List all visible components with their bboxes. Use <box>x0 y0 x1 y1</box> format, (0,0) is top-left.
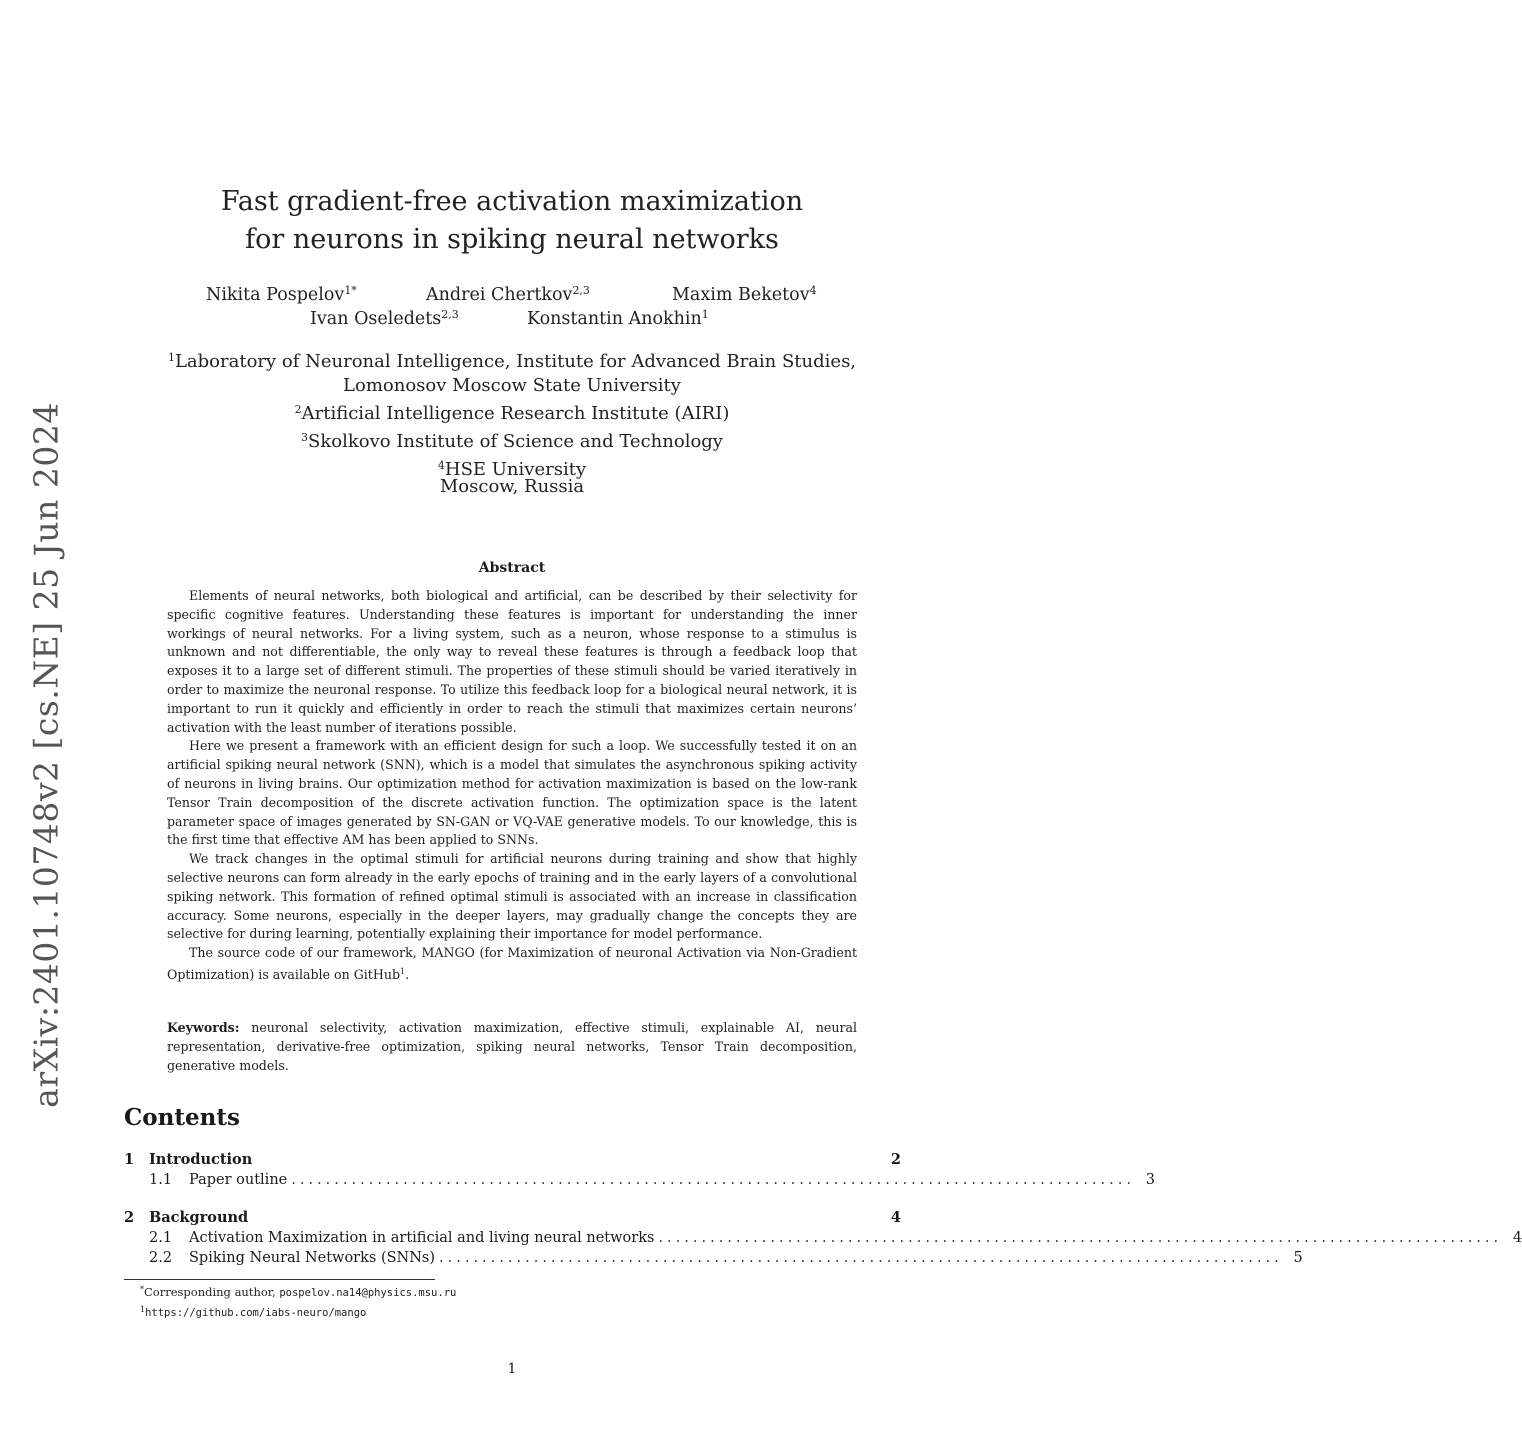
page-number: 1 <box>507 1361 517 1377</box>
paper-title <box>0 183 1024 259</box>
footnote-mark: * <box>140 1285 144 1294</box>
affiliation-text: Skolkovo Institute of Science and Technology <box>308 431 723 452</box>
affiliation <box>0 374 1024 398</box>
toc-number: 2 <box>124 1209 135 1226</box>
footnote-rule <box>124 1279 435 1280</box>
toc-entry[interactable] <box>124 1151 901 1171</box>
author-affil-mark: 2,3 <box>441 308 459 321</box>
footnote-text: Corresponding author, <box>144 1285 280 1299</box>
affiliation <box>0 426 1024 454</box>
author-name: Nikita Pospelov <box>206 285 345 305</box>
footnote-github <box>140 1305 366 1319</box>
abstract-paragraph-end: . <box>405 966 410 982</box>
author-4 <box>310 308 459 329</box>
author-affil-mark: 1* <box>344 284 357 297</box>
toc-title[interactable]: Background <box>149 1209 249 1226</box>
toc-number: 2.2 <box>149 1250 173 1266</box>
toc-page[interactable]: 5 <box>1293 1250 1303 1266</box>
author-affil-mark: 2,3 <box>572 284 590 297</box>
title-line-1: Fast gradient-free activation maximization <box>220 186 804 217</box>
toc-entry[interactable] <box>124 1250 1303 1270</box>
author-name: Maxim Beketov <box>672 285 810 305</box>
toc-entry[interactable] <box>124 1209 901 1229</box>
title-line-2: for neurons in spiking neural networks <box>245 224 779 255</box>
abstract-paragraph: We track changes in the optimal stimuli for artificial neurons during training and show that highly selective neurons can form already in the early epochs of training and in the early layers of a convolutional spiking network. This formation of refined optimal stimuli is associated with an increase in classification accuracy. Some neurons, especially in the deeper layers, may gradually change the concepts they are selective for during learning, potentially explaining their importance for model performance. <box>167 851 857 942</box>
keywords <box>167 1019 857 1075</box>
author-affil-mark: 4 <box>809 284 817 297</box>
footnote-corresponding <box>140 1285 456 1299</box>
footnote-mark: 1 <box>140 1305 146 1314</box>
toc-page[interactable]: 4 <box>890 1209 901 1226</box>
email-link[interactable]: pospelov.na14@physics.msu.ru <box>279 1287 457 1299</box>
author-2 <box>426 284 590 305</box>
keywords-label: Keywords: <box>167 1020 240 1035</box>
toc-title[interactable]: Paper outline <box>189 1172 288 1188</box>
toc-entry[interactable] <box>124 1230 1522 1250</box>
abstract-heading: Abstract <box>478 560 546 576</box>
footnote-ref[interactable]: 1 <box>400 966 406 976</box>
author-1 <box>206 284 357 305</box>
toc-title[interactable]: Spiking Neural Networks (SNNs) <box>189 1250 436 1266</box>
toc-leader: .................................................................................................. <box>658 1230 1503 1246</box>
author-name: Konstantin Anokhin <box>527 309 702 329</box>
abstract-paragraph <box>167 944 857 985</box>
abstract-paragraph: Here we present a framework with an efficient design for such a loop. We successfully tested it on an artificial spiking neural network (SNN), which is a model that simulates the asynchronous spiking activity of neurons in living brains. Our optimization method for activation maximization is based on the low-rank Tensor Train decomposition of the discrete activation function. The optimization space is the latent parameter space of images generated by SN-GAN or VQ-VAE generative models. To our knowledge, this is the first time that effective AM has been applied to SNNs. <box>167 738 857 848</box>
abstract-paragraph: Elements of neural networks, both biological and artificial, can be described by their selectivity for specific cognitive features. Understanding these features is important for understanding the inner workings of neural networks. For a living system, such as a neuron, whose response to a stimulus is unknown and not differentiable, the only way to reveal these features is through a feedback loop that exposes it to a large set of different stimuli. The properties of these stimuli should be varied iteratively in order to maximize the neuronal response. To utilize this feedback loop for a biological neural network, it is important to run it quickly and efficiently in order to reach the stimuli that maximizes certain neurons’ activation with the least number of iterations possible. <box>167 588 857 735</box>
toc-leader: .................................................................................................. <box>291 1172 1135 1188</box>
toc-leader: .................................................................................................. <box>439 1250 1283 1266</box>
author-name: Andrei Chertkov <box>426 285 573 305</box>
affiliation-mark: 2 <box>294 403 302 416</box>
location: Moscow, Russia <box>439 476 585 497</box>
toc-title[interactable]: Activation Maximization in artificial and living neural networks <box>189 1230 655 1246</box>
affiliation <box>0 346 1024 374</box>
author-3 <box>672 284 817 305</box>
author-5 <box>527 308 709 329</box>
author-name: Ivan Oseledets <box>310 309 442 329</box>
affiliation-text: Lomonosov Moscow State University <box>343 375 681 396</box>
github-link[interactable]: https://github.com/iabs-neuro/mango <box>145 1307 367 1319</box>
toc-page[interactable]: 4 <box>1512 1230 1522 1246</box>
contents-heading: Contents <box>124 1104 240 1131</box>
toc-title[interactable]: Introduction <box>149 1151 253 1168</box>
author-affil-mark: 1 <box>701 308 709 321</box>
keywords-text: neuronal selectivity, activation maximization, effective stimuli, explainable AI, neural representation, derivative-free optimization, spiking neural networks, Tensor Train decomposition, generative models. <box>167 1020 857 1073</box>
toc-number: 2.1 <box>149 1230 173 1246</box>
affiliation-mark: 4 <box>437 459 445 472</box>
affiliation <box>0 398 1024 426</box>
affiliation-mark: 3 <box>301 431 308 444</box>
affiliation-text: HSE University <box>444 459 587 480</box>
toc-page[interactable]: 3 <box>1145 1172 1155 1188</box>
toc-page[interactable]: 2 <box>890 1151 901 1168</box>
arxiv-stamp: arXiv:2401.10748v2 [cs.NE] 25 Jun 2024 <box>26 402 66 1108</box>
abstract-body <box>167 587 857 985</box>
affiliation-text: Artificial Intelligence Research Institute (AIRI) <box>301 403 730 424</box>
toc-number: 1.1 <box>149 1172 173 1188</box>
toc-entry[interactable] <box>124 1172 1155 1192</box>
affiliations <box>0 346 1024 482</box>
affiliation-mark: 1 <box>167 351 175 364</box>
abstract-paragraph-text: The source code of our framework, MANGO (for Maximization of neuronal Activation via Non-Gradient Optimization) is available on GitHub <box>167 945 857 982</box>
affiliation-text: Laboratory of Neuronal Intelligence, Institute for Advanced Brain Studies, <box>174 351 857 372</box>
toc-number: 1 <box>124 1151 135 1168</box>
